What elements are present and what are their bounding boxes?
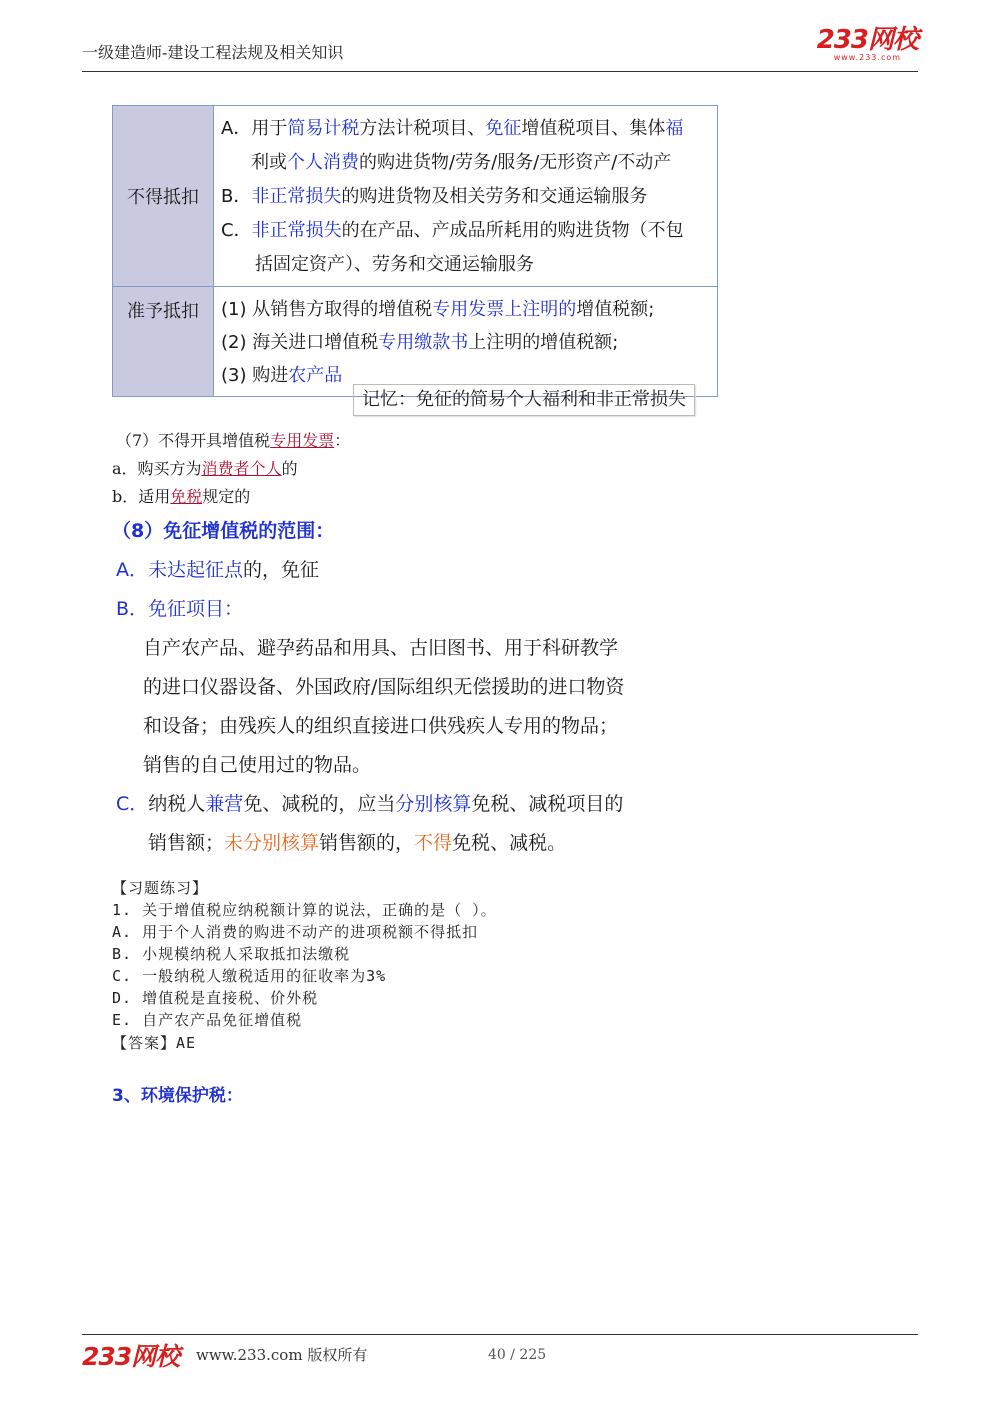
- footer-copyright: www.233.com 版权所有: [196, 1346, 368, 1364]
- item7-a: [112, 456, 298, 479]
- text-segment: 规定的: [202, 487, 251, 506]
- table-cell-line: [221, 248, 709, 282]
- text-segment: a．购买方为: [112, 459, 202, 478]
- table-row-label: 准予抵扣: [113, 287, 214, 397]
- text-segment: 福: [665, 118, 684, 139]
- text-segment: 销售额；: [148, 832, 225, 854]
- section8-c-line2: [148, 828, 566, 855]
- section8-b-line: 销售的自己使用过的物品。: [143, 754, 372, 776]
- text-segment: b．适用: [112, 487, 171, 506]
- table-row: [113, 106, 718, 287]
- section8-b-line: 和设备；由残疾人的组织直接进口供残疾人专用的物品；: [143, 715, 619, 737]
- brand-logo-text: 233网校: [816, 25, 918, 55]
- memo-note: 记忆：免征的简易个人福利和非正常损失: [353, 384, 695, 416]
- exercise-option: A. 用于个人消费的购进不动产的进项税额不得抵扣: [112, 923, 479, 941]
- text-segment: (2) 海关进口增值税: [221, 332, 379, 353]
- section8-heading: （8）免征增值税的范围：: [112, 520, 335, 542]
- text-segment: 增值税额;: [576, 299, 655, 320]
- text-segment: 专用缴款书: [378, 332, 469, 353]
- text-segment: 免征: [485, 118, 522, 139]
- text-segment: 括固定资产）、劳务和交通运输服务: [255, 254, 534, 275]
- text-segment: 的购进货物及相关劳务和交通运输服务: [341, 186, 648, 207]
- text-segment: 的，免征: [243, 559, 320, 581]
- exercise-option: E. 自产农产品免征增值税: [112, 1011, 303, 1029]
- table-cell-line: [221, 326, 709, 359]
- text-segment: C．: [116, 793, 149, 815]
- exercise-option: C. 一般纳税人缴税适用的征收率为3%: [112, 967, 387, 985]
- text-segment: 免税、减税。: [452, 832, 567, 854]
- text-segment: 纳税人: [148, 793, 206, 815]
- brand-logo-url: www.233.com: [833, 53, 902, 62]
- text-segment: 的购进货物/劳务/服务/无形资产/不动产: [359, 152, 672, 173]
- table-cell-line: [221, 112, 709, 146]
- page-number: 40 / 225: [488, 1347, 547, 1363]
- text-segment: 专用发票上注明的: [432, 299, 577, 320]
- item7-title: [116, 428, 350, 451]
- table-row: [113, 287, 718, 397]
- text-segment: 专用发票: [270, 431, 335, 450]
- text-segment: 农产品: [288, 365, 343, 386]
- exercise-answer: 【答案】AE: [112, 1034, 197, 1052]
- section8-b-title: B．免征项目：: [116, 598, 244, 620]
- header-divider: [82, 71, 918, 72]
- text-segment: 个人消费: [287, 152, 359, 173]
- text-segment: 非正常损失: [251, 186, 342, 207]
- text-segment: 免税、减税项目的: [471, 793, 624, 815]
- section8-a: [116, 555, 319, 582]
- text-segment: (1) 从销售方取得的增值税: [221, 299, 433, 320]
- table-cell-line: [221, 180, 709, 214]
- exercise-option: D. 增值税是直接税、价外税: [112, 989, 319, 1007]
- item7-b: [112, 484, 250, 507]
- table-cell-line: [221, 146, 709, 180]
- text-segment: 简易计税: [287, 118, 360, 139]
- section8-b-line: 自产农产品、避孕药品和用具、古旧图书、用于科研教学: [143, 637, 619, 659]
- table-cell-line: [221, 214, 709, 248]
- brand-logo[interactable]: [817, 26, 918, 62]
- table-row-content: [214, 287, 718, 397]
- text-segment: 未达起征点: [148, 559, 244, 581]
- header-title: 一级建造师-建设工程法规及相关知识: [82, 43, 344, 62]
- table-row-content: [214, 106, 718, 287]
- text-segment: 上注明的增值税额;: [468, 332, 619, 353]
- section8-b-line: 的进口仪器设备、外国政府/国际组织无偿援助的进口物资: [143, 676, 625, 698]
- vat-deduction-table: [112, 105, 718, 397]
- text-segment: 不得: [414, 832, 453, 854]
- table-row-label: 不得抵扣: [113, 106, 214, 287]
- footer-logo[interactable]: 233网校: [82, 1342, 180, 1371]
- text-segment: 免税: [170, 487, 203, 506]
- text-segment: (3) 购进: [221, 365, 289, 386]
- text-segment: ：: [334, 431, 351, 450]
- text-segment: 销售额的，: [319, 832, 415, 854]
- text-segment: 非正常损失: [251, 220, 342, 241]
- text-segment: 分别核算: [395, 793, 472, 815]
- exercise-heading: 【习题练习】: [112, 879, 209, 897]
- text-segment: 兼营: [205, 793, 244, 815]
- exercise-option: B. 小规模纳税人采取抵扣法缴税: [112, 945, 351, 963]
- text-segment: A．: [116, 559, 148, 581]
- text-segment: 的在产品、产成品所耗用的购进货物（不包: [341, 220, 684, 241]
- text-segment: 利或: [251, 152, 287, 173]
- text-segment: 的: [281, 459, 298, 478]
- text-segment: （7）不得开具增值税: [116, 431, 271, 450]
- footer-divider: [82, 1334, 918, 1335]
- text-segment: 免、减税的，应当: [243, 793, 396, 815]
- text-segment: 未分别核算: [224, 832, 320, 854]
- text-segment: 方法计税项目、: [359, 118, 486, 139]
- section3-heading: 3、环境保护税：: [112, 1086, 243, 1106]
- text-segment: C．: [221, 220, 252, 241]
- exercise-question: 1. 关于增值税应纳税额计算的说法，正确的是（ ）。: [112, 901, 497, 919]
- text-segment: B．: [221, 186, 252, 207]
- text-segment: 消费者个人: [201, 459, 282, 478]
- text-segment: 增值税项目、集体: [521, 118, 666, 139]
- table-cell-line: [221, 293, 709, 326]
- text-segment: A．用于: [221, 118, 288, 139]
- section8-c-line1: [116, 789, 623, 816]
